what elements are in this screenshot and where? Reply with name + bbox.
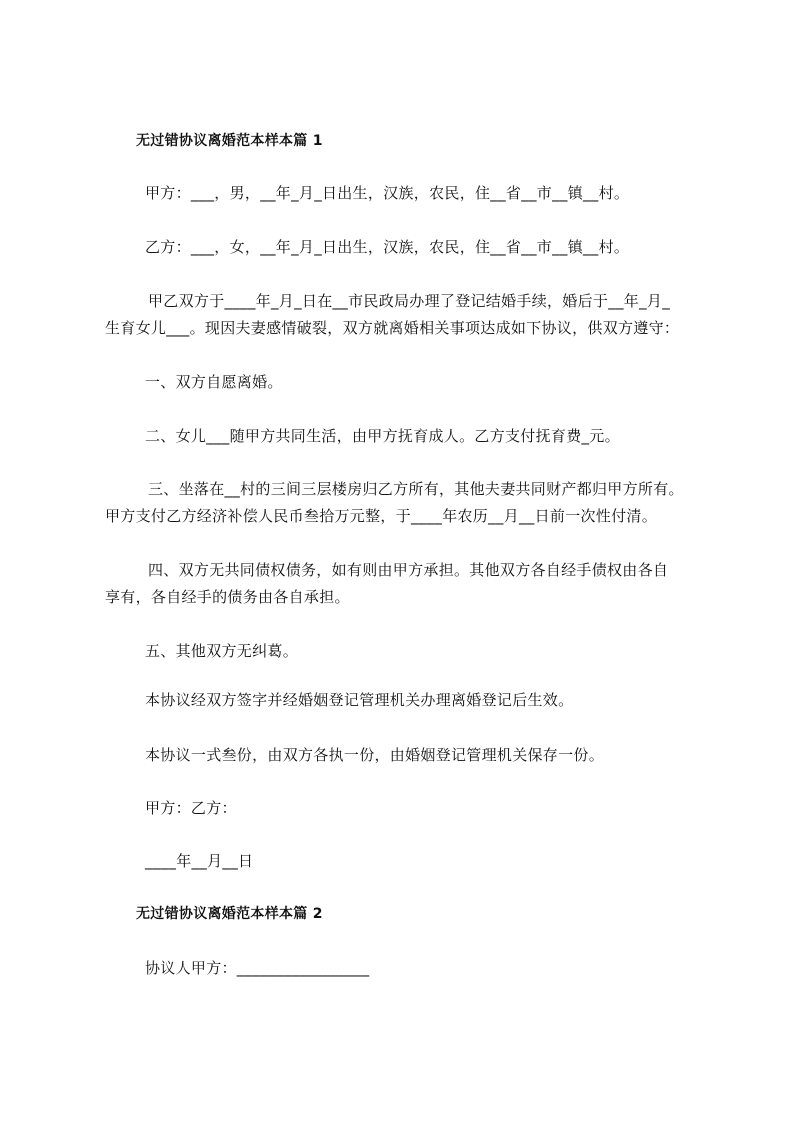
clause-3-line-1: 三、坐落在__村的三间三层楼房归乙方所有，其他夫妻共同财产都归甲方所有。 [148, 480, 684, 498]
section2-title: 无过错协议离婚范本样本篇 2 [136, 906, 323, 922]
intro-line-1: 甲乙双方于____年_月_日在__市民政局办理了登记结婚手续，婚后于__年_月_ [148, 292, 671, 310]
copies-clause: 本协议一式叁份，由双方各执一份，由婚姻登记管理机关保存一份。 [145, 746, 605, 764]
section1-title: 无过错协议离婚范本样本篇 1 [136, 133, 323, 149]
clause-1: 一、双方自愿离婚。 [145, 373, 283, 391]
clause-5: 五、其他双方无纠葛。 [145, 642, 299, 660]
party-b-info: 乙方：___，女，__年_月_日出生，汉族，农民，住__省__市__镇__村。 [145, 238, 630, 256]
party-a-label: 协议人甲方：_________________ [145, 959, 370, 977]
party-a-info: 甲方：___，男，__年_月_日出生，汉族，农民，住__省__市__镇__村。 [145, 184, 630, 202]
signatures-line: 甲方：乙方： [145, 799, 237, 817]
clause-4-line-1: 四、双方无共同债权债务，如有则由甲方承担。其他双方各自经手债权由各自 [148, 561, 669, 579]
date-line: ____年__月__日 [145, 852, 254, 870]
clause-4-line-2: 享有，各自经手的债务由各自承担。 [105, 588, 350, 606]
clause-2: 二、女儿___随甲方共同生活，由甲方抚育成人。乙方支付抚育费_元。 [145, 427, 620, 445]
intro-line-2: 生育女儿___。现因夫妻感情破裂，双方就离婚相关事项达成如下协议，供双方遵守： [105, 319, 680, 337]
clause-3-line-2: 甲方支付乙方经济补偿人民币叁拾万元整，于____年农历__月__日前一次性付清。 [105, 507, 658, 525]
effect-clause: 本协议经双方签字并经婚姻登记管理机关办理离婚登记后生效。 [145, 691, 574, 709]
